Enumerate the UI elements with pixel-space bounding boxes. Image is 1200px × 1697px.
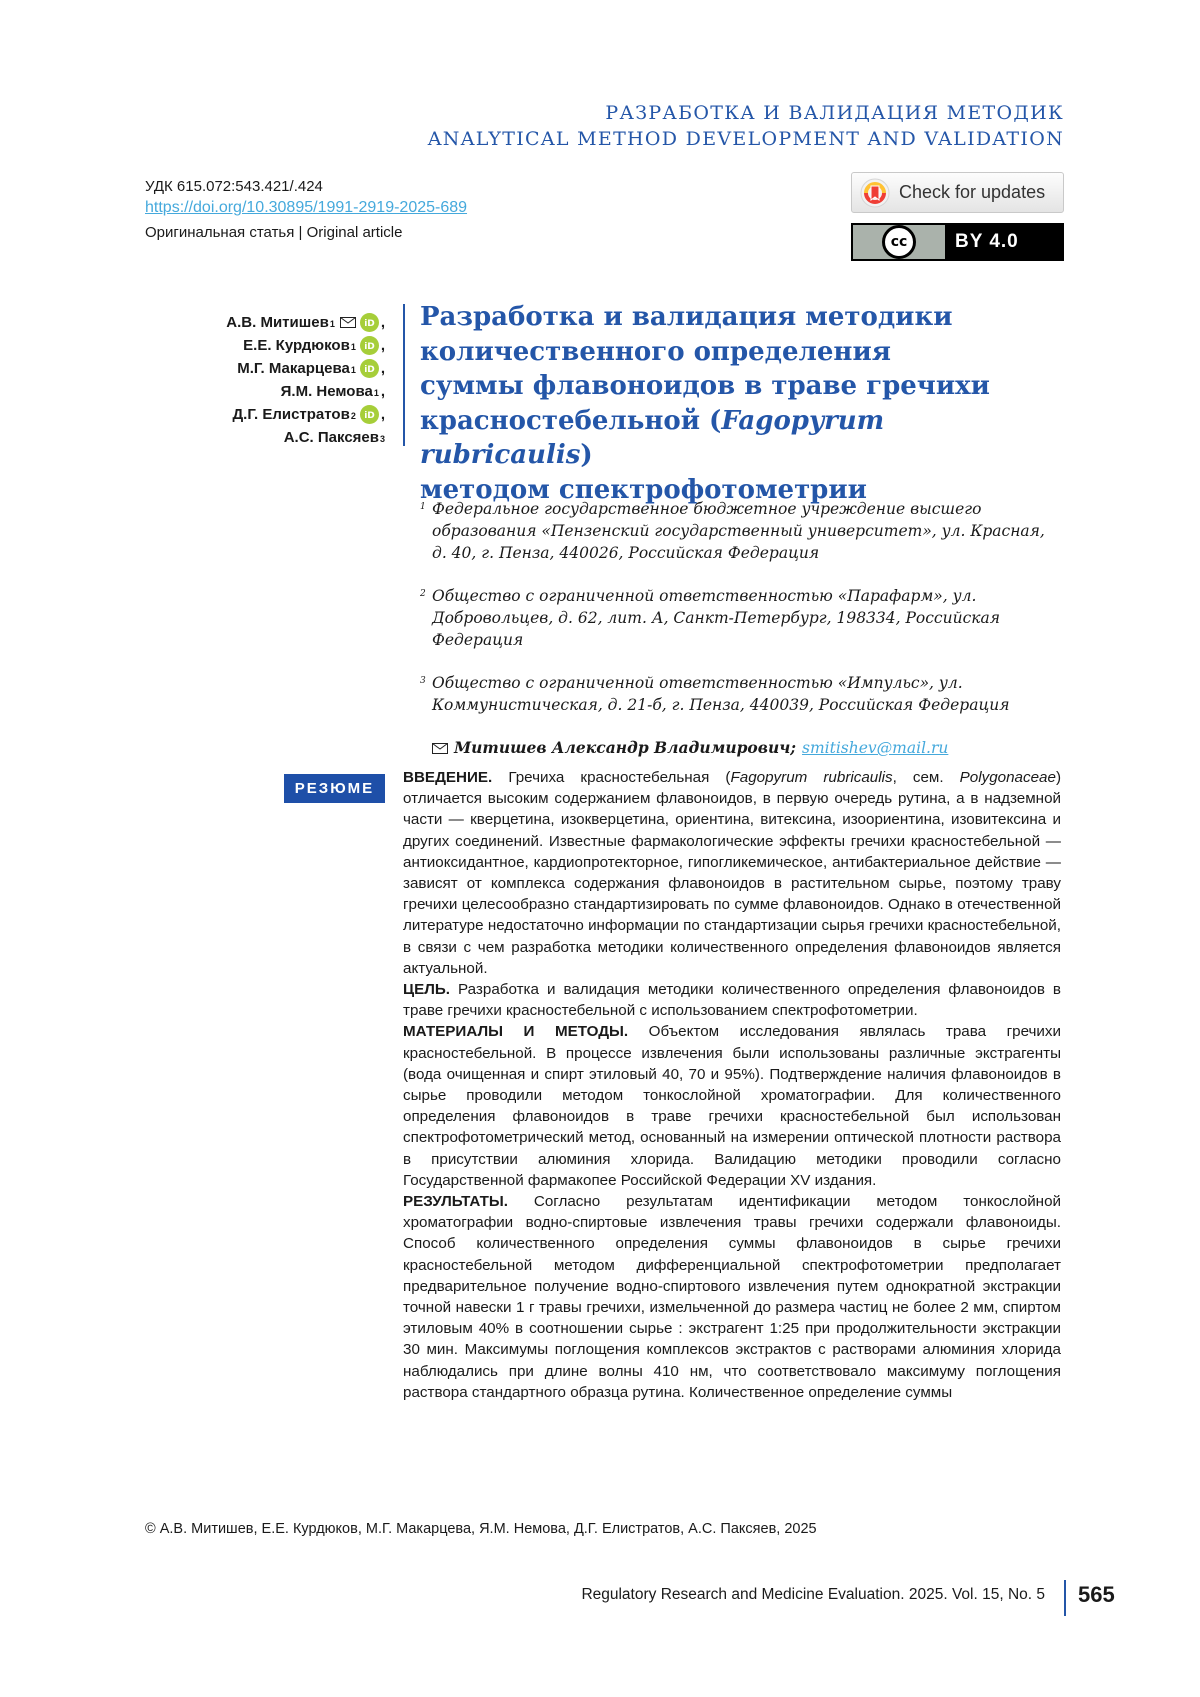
author-affiliation-sup: 3 <box>379 434 385 444</box>
author-separator: , <box>380 314 385 331</box>
author-separator: , <box>380 406 385 423</box>
abstract-label: РЕЗЮМЕ <box>284 774 385 803</box>
orcid-icon[interactable] <box>360 359 379 378</box>
affiliation-number: 1 <box>420 502 426 512</box>
orcid-icon[interactable] <box>360 336 379 355</box>
abstract-methods <box>403 1021 1061 1191</box>
license-label: BY 4.0 <box>955 231 1019 252</box>
title-line: Разработка и валидация методики <box>420 302 953 332</box>
mail-icon <box>432 743 448 754</box>
abstract-text: Объектом исследования являлась трава гречихи красностебельной. В процессе извлечения были использованы различные экстрагенты (вода очищенная и спирт этиловый 40, 70 и 95%). Подтверждение наличия флавоноидов в сырье проводили методом тонкослойной хроматографии. Для количественного определения флавоноидов в траве гречихи красностебельной был использован спектрофотометрический метод, основанный на измерении оптической плотности раствора в присутствии алюминия хлорида. Валидацию методики проводили согласно Государственной фармакопее Российской Федерации XV издания. <box>403 1023 1061 1189</box>
author-affiliation-sup: 1 <box>350 365 356 375</box>
author-separator: , <box>380 337 385 354</box>
affiliation-number: 2 <box>420 589 426 599</box>
author-name: Я.М. Немова <box>280 383 373 400</box>
affiliation-item <box>420 585 1060 651</box>
title-species: Fagopyrum rubricaulis <box>420 405 885 470</box>
affiliation-item <box>420 498 1060 564</box>
title-line: количественного определения <box>420 336 891 367</box>
section-heading: РЕЗУЛЬТАТЫ. <box>403 1193 508 1211</box>
section-title-ru: РАЗРАБОТКА И ВАЛИДАЦИЯ МЕТОДИК <box>605 102 1064 124</box>
author-name: Е.Е. Курдюков <box>243 337 350 354</box>
abstract-introduction <box>403 767 1061 979</box>
svg-text:iD: iD <box>364 342 375 352</box>
author-list <box>226 311 385 449</box>
cc-license-badge[interactable] <box>851 223 1064 261</box>
section-heading: МАТЕРИАЛЫ И МЕТОДЫ. <box>403 1023 629 1041</box>
abstract-aim <box>403 979 1061 1021</box>
author-affiliation-sup: 1 <box>373 388 379 398</box>
author-name: А.В. Митишев <box>226 314 329 331</box>
cc-logo-area <box>853 225 945 259</box>
check-updates-icon <box>860 178 890 208</box>
author-line <box>226 357 385 380</box>
author-line <box>226 426 385 449</box>
title-line: ) <box>580 440 593 470</box>
corresponding-author <box>420 737 1060 759</box>
author-name: А.С. Паксяев <box>283 429 379 446</box>
abstract-text: ) отличается высоким содержанием флавоноидов, в первую очередь рутина, а в надземной части — кверцетина, изокверцетина, ориентина, витексина, изоориентина, изовитексина и других соединений. Известные фармакологические эффекты гречихи красностебельной — антиоксидантное, кардиопротекторное, гипогликемическое, антибактериальное действие — зависят от комплекса содержания флавоноидов в растительном сырье, поэтому траву гречихи целесообразно стандартизировать по сумме флавоноидов. Однако в отечественной литературе недостаточно информации по стандартизации сырья гречихи красностебельной, в связи с чем разработка методики количественного определения флавоноидов является актуальной. <box>403 769 1061 977</box>
author-line <box>226 334 385 357</box>
article-meta <box>145 176 467 243</box>
section-title-en: ANALYTICAL METHOD DEVELOPMENT AND VALIDATION <box>427 128 1064 150</box>
author-separator: , <box>380 383 385 400</box>
affiliation-text: Общество с ограниченной ответственностью «Импульс», ул. Коммунистическая, д. 21-б, г. Пенза, 440039, Российская Федерация <box>432 674 1010 714</box>
author-name: Д.Г. Елистратов <box>232 406 350 423</box>
affiliation-item <box>420 672 1060 716</box>
abstract-text: , сем. <box>892 769 960 786</box>
abstract-text: Разработка и валидация методики количественного определения флавоноидов в траве гречихи красностебельной с использованием спектрофотометрии. <box>403 981 1061 1020</box>
title-line: методом спектрофотометрии <box>420 474 867 505</box>
family-name: Polygonaceae <box>959 769 1056 786</box>
journal-citation: Regulatory Research and Medicine Evaluation. 2025. Vol. 15, No. 5 <box>581 1586 1045 1603</box>
title-line: суммы флавоноидов в траве гречихи <box>420 371 990 401</box>
check-for-updates-button[interactable] <box>851 172 1064 213</box>
author-affiliation-sup: 1 <box>329 319 335 329</box>
title-divider <box>403 304 405 446</box>
svg-text:iD: iD <box>364 365 375 375</box>
abstract-text: Гречиха красностебельная ( <box>492 769 731 786</box>
check-updates-label: Check for updates <box>899 182 1046 202</box>
corresponding-name: Митишев Александр Владимирович; <box>454 738 797 757</box>
svg-text:iD: iD <box>364 411 375 421</box>
page-number: 565 <box>1078 1582 1115 1607</box>
corresponding-email-link[interactable]: smitishev@mail.ru <box>802 739 949 757</box>
article-title <box>420 300 1060 507</box>
copyright-notice: © А.В. Митишев, Е.Е. Курдюков, М.Г. Макарцева, Я.М. Немова, Д.Г. Елистратов, А.С. Паксяев, 2025 <box>145 1521 817 1537</box>
affiliation-text: Общество с ограниченной ответственностью «Парафарм», ул. Добровольцев, д. 62, лит. А, Санкт-Петербург, 198334, Российская Федерация <box>432 587 1001 649</box>
author-line <box>226 403 385 426</box>
svg-text:iD: iD <box>364 319 375 329</box>
article-type: Оригинальная статья | Original article <box>145 224 403 241</box>
author-affiliation-sup: 2 <box>350 411 356 421</box>
affiliation-number: 3 <box>420 676 426 686</box>
mail-icon[interactable] <box>340 317 356 328</box>
title-line: красностебельной ( <box>420 405 722 436</box>
species-name: Fagopyrum rubricaulis <box>730 769 893 786</box>
doi-link[interactable]: https://doi.org/10.30895/1991-2919-2025-689 <box>145 199 468 216</box>
section-heading: ВВЕДЕНИЕ. <box>403 769 493 786</box>
section-heading: ЦЕЛЬ. <box>403 981 451 999</box>
abstract-body <box>403 767 1061 1403</box>
abstract-results <box>403 1191 1061 1403</box>
section-header <box>428 100 1064 152</box>
orcid-icon[interactable] <box>360 405 379 424</box>
creative-commons-icon: cc <box>882 225 916 259</box>
abstract-text: Согласно результатам идентификации методом тонкослойной хроматографии водно-спиртовые извлечения травы гречихи содержали флавоноиды. Способ количественного определения суммы флавоноидов в сырье гречихи красностебельной методом дифференциальной спектрофотометрии предполагает предварительное получение водно-спиртового извлечения путем однократной экстракции точной навески 1 г травы гречихи, измельченной до размера частиц не более 2 мм, спиртом этиловым 40% в соотношении сырье : экстрагент 1:25 при продолжительности экстракции 30 мин. Максимумы поглощения комплексов экстрактов с растворами алюминия хлорида наблюдались при длине волны 410 нм, что соответствовало максимуму поглощения раствора стандартного образца рутина. Количественное определение суммы <box>403 1193 1061 1401</box>
orcid-icon[interactable] <box>360 313 379 332</box>
affiliations <box>420 498 1060 759</box>
author-name: М.Г. Макарцева <box>237 360 350 377</box>
affiliation-text: Федеральное государственное бюджетное учреждение высшего образования «Пензенский государственный университет», ул. Красная, д. 40, г. Пенза, 440026, Российская Федерация <box>432 500 1045 562</box>
udc-code: УДК 615.072:543.421/.424 <box>145 178 323 195</box>
author-line <box>226 380 385 403</box>
author-separator: , <box>380 360 385 377</box>
author-line <box>226 311 385 334</box>
author-affiliation-sup: 1 <box>350 342 356 352</box>
footer-divider <box>1064 1580 1066 1616</box>
